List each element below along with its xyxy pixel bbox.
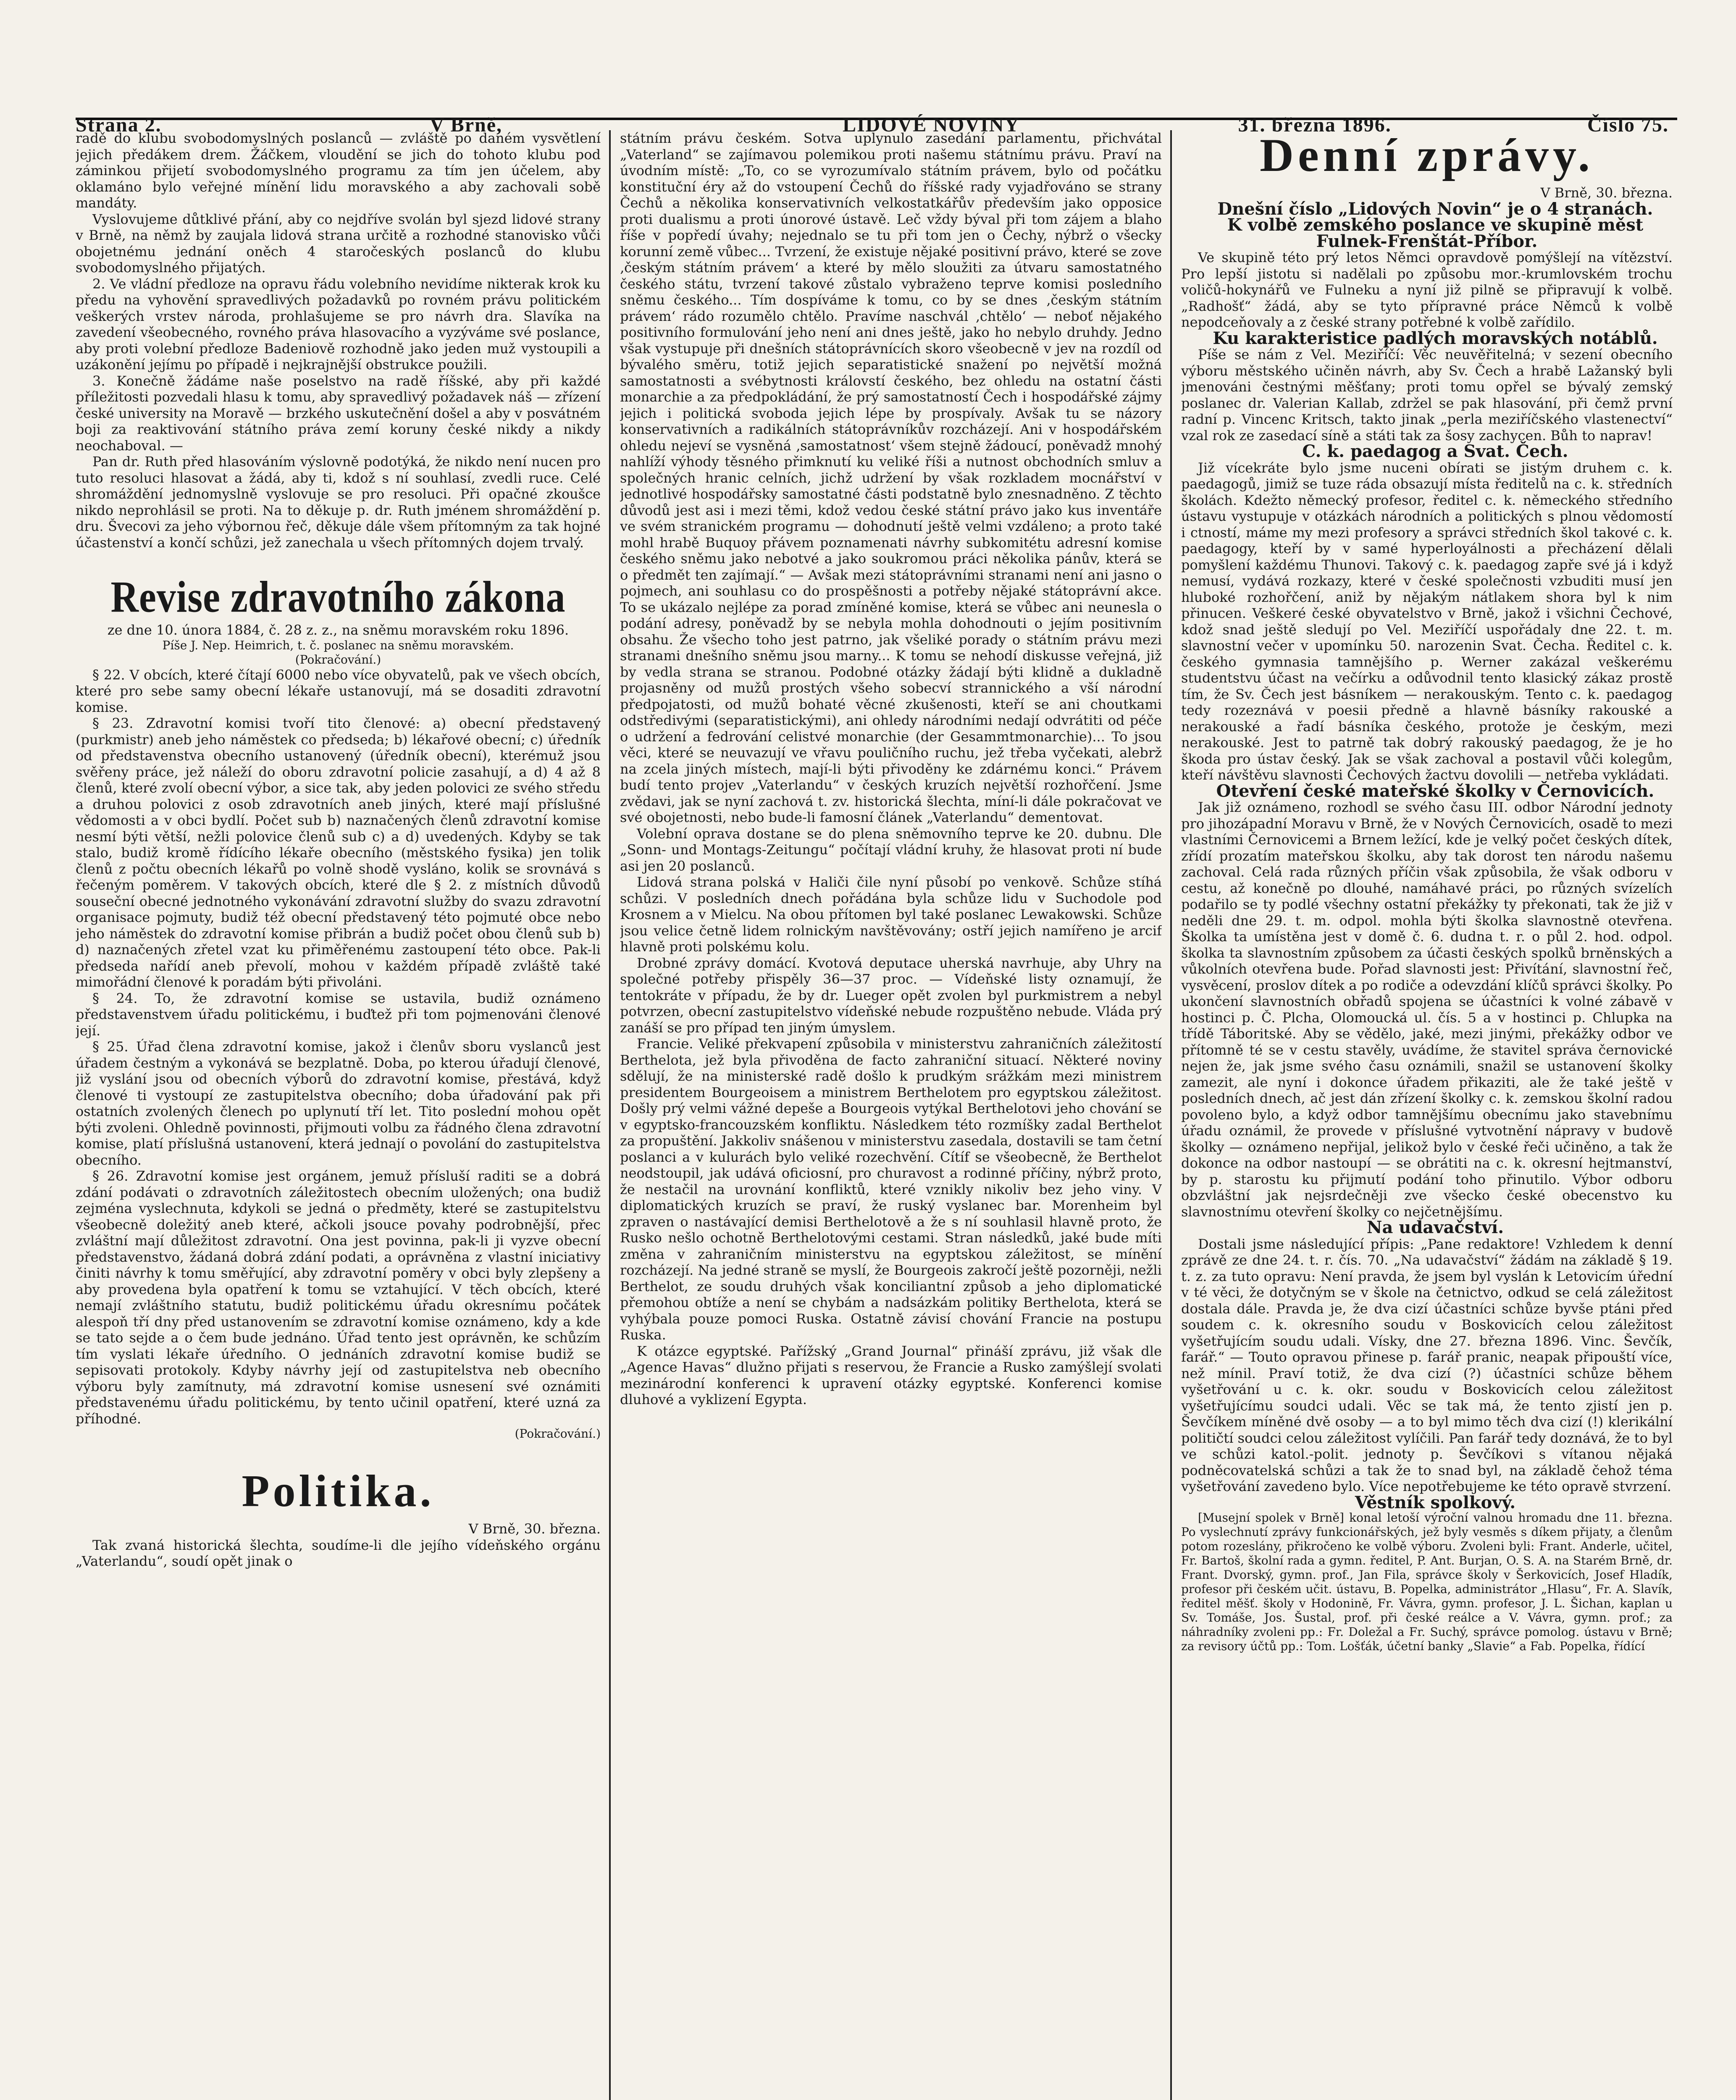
paragraph: Vyslovujeme důtklivé přání, aby co nejdříve svolán byl sjezd lidové strany v Brně, na němž by zaujala lidová strana určitě a rozhodné stanovisko vůči obojetnému jednání oněch 4 staročeských poslanců do klubu svobodomyslného přijatých.	[76, 211, 601, 276]
column-2	[620, 130, 1162, 2100]
paragraph: Ve skupině této prý letos Němci opravdově pomýšlejí na vítězství. Pro lepší jistotu si nadělali po způsobu mor.-krumlovském trochu voličů-hokynářů ve Fulneku a nyní již pilně se připravují k volbě. „Radhošť“ žádá, aby se tyto přípravné práce Němců k volbě nepodceňovaly a z české strany potřebné k volbě zařídilo.	[1181, 249, 1673, 330]
article-subtitle: ze dne 10. února 1884, č. 28 z. z., na sněmu moravském roku 1896.	[107, 622, 569, 638]
paragraph: § 24. To, že zdravotní komise se ustavila, budiž oznámeno představenstvem úřadu politickému, i buďtež při tom pojmenováni členové její.	[76, 990, 601, 1039]
paragraph: § 22. V obcích, které čítají 6000 nebo více obyvatelů, pak ve všech obcích, které pro sebe samy obecní lékaře ustanovují, má se dosaditi zdravotní komise.	[76, 667, 601, 715]
paragraph: Volební oprava dostane se do plena sněmovního teprve ke 20. dubnu. Dle „Sonn- und Montags-Zeitungu“ počítají vládní kruhy, že hlasovat proti ní bude asi jen 20 poslanců.	[620, 825, 1162, 874]
column-3	[1181, 130, 1673, 2100]
paragraph: Lidová strana polská v Haliči čile nyní působí po venkově. Schůze stíhá schůzi. V posledních dnech pořádána byla schůze lidu v Suchodole pod Krosnem a v Mielcu. Na obou přítomen byl také poslanec Lewakowski. Schůze jsou velice četně lidem rolnickým navštěvovány; ostří jejich namířeno je arcif hlavně proti polskému kolu.	[620, 874, 1162, 955]
paragraph: Již vícekráte bylo jsme nuceni obírati se jistým druhem c. k. paedagogů, jimiž se tuze ráda obsazují místa ředitelů na c. k. středních školách. Kdežto německý profesor, ředitel c. k. německého středního ústavu vystupuje v otázkách národních a politických s plnou vědomostí i ctností, máme my mezi profesory a správci středních škol takové c. k. paedagogy, kteří by v samé hyperloyálnosti a přecházení dělali pomyšlení každému Thunovi. Takový c. k. paedagog zapře své já i když nemusí, vydává rozkazy, které v české společnosti vzbuditi musí jen hluboké rozhořčení, aniž by nějakým nátlakem shora byl k nim přinucen. Veškeré české obyvatelstvo v Brně, jakož i všichni Čechové, kdož snad ještě sledují po Vel. Meziříčí uspořádaly dne 22. t. m. slavnostní večer v upomínku 50. narozenin Svat. Čecha. Ředitel c. k. českého gymnasia tamnějšího p. Werner zakázal veškerému studentstvu účast na večírku a odůvodnil tento klasický zákaz prostě tím, že Sv. Čech jest básníkem — nerakouským. Tento c. k. paedagog tedy rozeznává v poesii předně a hlavně básníky rakouské a nerakouské a řadí básníka českého, protože je českým, mezi nerakouské. Jest to patrně tak dobrý rakouský paedagog, že je ho škoda pro ústav český. Jak se však zachoval a postavil vůči kolegům, kteří návštěvu slavnosti Čechových žactvu dovolili — netřeba vykládati.	[1181, 459, 1673, 783]
paragraph: K otázce egyptské. Pařížský „Grand Journal“ přináší zprávu, již však dle „Agence Havas“ dlužno přijati s reservou, že Francie a Rusko zamýšlejí svolati mezinárodní konferenci k upravení otázky egyptské. Konferenci komise dluhové a vyklizení Egypta.	[620, 1343, 1162, 1407]
article-author: Píše J. Nep. Heimrich, t. č. poslanec na sněmu moravském.	[162, 638, 514, 652]
continuation-note: (Pokračování.)	[295, 652, 381, 667]
column-rule	[1170, 130, 1172, 2100]
paragraph: Jak již oznámeno, rozhodl se svého času III. odbor Národní jednoty pro jihozápadní Moravu v Brně, že v Nových Černovicích, osadě to mezi vlastními Černovicemi a Brnem ležící, kde je velký počet českých dítek, zřídí prozatím mateřskou školku, aby tak dorost ten národu našemu zachoval. Celá rada různých příčin však způsobila, že však odboru v cestu, až konečně po dlouhé, namáhavé práci, po různých svízelích podařilo se ty podlé všechny ostatní překážky ty překonati, tak že již v neděli dne 29. t. m. odpol. mohla býti školka slavnostně otevřena. Školka ta umístěna jest v domě č. 6. dudna t. r. o půl 2. hod. odpol. školka ta slavnostním způsobem za účasti českých spolků brněnských a vůkolních otevřena bude. Pořad slavnosti jest: Přivítání, slavnostní řeč, vysvěcení, proslov dítek a po rodiče a odevzdání klíčů správci školky. Po ukončení slavnostních obřadů spojena se účastníci k volné zábavě v hostinci p. Č. Plcha, Olomoucká ul. čís. 5 a v hostinci p. Chlupka na třídě Táboritské. Aby se vědělo, jaké, mezi jinými, překážky odbor ve přítomně té se v cestu stavěly, uvádíme, že stavitel správa černovické nejen že, jak jsme svého času oznámili, snažil se ustanovení školky zamezit, ale nyní i dokonce úřadem přikaziti, ale že také ještě v posledních dnech, ač jest dán zřízení školky c. k. zemskou školní radou povoleno bylo, a když odbor tamnějšímu obecnímu jako stavebnímu úřadu oznámil, že provede v příslušné vytvotnění nápravy v budově školky — oznámeno nepřijal, jelikož bylo v české řeči učiněno, a tak že dokonce na odbor nastoupí — se obrátiti na c. k. okresní hejtmanství, by p. starostu ku přijmutí podání toho přinutilo. Výbor odboru obzvláštní jak nejsrdečněji zve všecko české obecenstvo ku slavnostnímu otevření školky co nejčetnějšímu.	[1181, 799, 1673, 1220]
page-header	[76, 25, 1677, 136]
paragraph: Píše se nám z Vel. Meziříčí: Věc neuvěřitelná; v sezení obecního výboru městského učiněn návrh, aby Sv. Čech a hrabě Lažanský byli jmenováni čestnými měšťany; proti tomu opřel se bývalý zemský poslanec dr. Valerian Kallab, zdržel se pak hlasování, při čemž první radní p. Vincenc Kritsch, takto jinak „perla meziříčského vlastenectví“ vzal rok ze zasedací síně a státi tak za šosy zachycen. Bůh to naprav!	[1181, 346, 1673, 444]
issue-note: Dnešní číslo „Lidových Novin“ je o 4 stranách.	[1217, 199, 1653, 219]
issue-number: Číslo 75.	[1587, 114, 1669, 136]
dateline: V Brně, 30. března.	[468, 1521, 601, 1537]
column-1	[76, 130, 601, 2100]
masthead-title: LIDOVÉ NOVINY	[842, 114, 1020, 136]
paragraph: státním právu českém. Sotva uplynulo zasedání parlamentu, přichvátal „Vaterland“ se zajímavou polemikou proti našemu státnímu právu. Praví na úvodním místě: „To, co se vyrozumívalo státním právem, bylo od počátku konstituční éry až do vstoupení Čechů do říšské rady vyjadřováno se strany Čechů a několika konservativních velkostatkářův především jako opposice proti dualismu a proti únorové ústavě. Leč vždy býval při tom zájem a blaho říše v popředí úvahy; nejednalo se tu při tom jen o Čechy, nýbrž o všecky korunní země vůbec... Tvrzení, že existuje nějaké positivní právo, které se zove ‚českým státním právem‘ a které by mělo sloužiti za útvaru samostatného českého státu, tvrzení takové zůstalo vybraženo teprve komisi posledního sněmu českého... Tím dospíváme k tomu, co by se dnes ‚českým státním právem‘ rádo rozumělo chtělo. Pravíme naschvál ‚chtělo‘ — neboť nějakého positivního formulování jeho není ani dnes ještě, jako ho nebylo druhdy. Jedno však vystupuje při dnešních státoprávnících skoro všeobecně v jev na rozdíl od bývalého směru, totiž jejich separatistické snažení po největší možná samostatnosti a svébytnosti královstí českého, bez ohledu na ostatní části monarchie a za předpokládání, že prý samostatností Čech i hospodářské zájmy jejich i politická svoboda jejich lépe by prospívaly. Avšak tu se názory konservativních a radikálních státoprávníkův rozcházejí. Ani v hospodářském ohledu nejeví se vysněná ‚samostatnost‘ všem stejně žádoucí, poněvadž mnohý nahlíží výhody těsného přimknutí ku veliké říši a nutnost obchodních smluv a společných hranic celních, jichž udržení by však rozkladem mocnářství v jednotlivé hospodářsky samostatné části podstatně bylo znesnadněno. Z těchto důvodů jest asi i mezi těmi, kdož vedou české státní právo jako kus inventáře ve svém stranickém programu — dohodnutí ještě velmi vzdáleno; a proto také mohl hrabě Buquoy přávem poznamenati návrhy subkomitétu adresní komise českého sněmu jako nebotvé a jako soukromou práci několika pánův, která se o předmět ten zajímají.“ — Avšak mezi státoprávními stranami není ani jasno o pojmech, ani souhlasu co do prospěšnosti a potřeby nějaké státoprávní akce. To se ukázalo nejlépe za porad zmíněné komise, která se vůbec ani neunesla o podání adresy, poněvadž by se nebyla mohla dohodnouti o jejím positivním obsahu. Že všecho toho jest patrno, jak všeliké porady o státním právu mezi stranami dnešního sněmu jsou marny... K tomu se nehodí diskusse veřejná, již by vedla strana se stranou. Podobné otázky žádají býti klidně a dukladně projasněny od mužů prostých všeho sobecví strannického a vší národní předpojatosti, od mužů bohaté věcné zkušenosti, kteří se ani choutkami odstředivými (separatistickými), ani ohledy národními nedají odvrátiti od péče o udržení a fedrování celistvé monarchie (der Gesammtmonarchie)... To jsou věci, které se neuvazují ve vřavu pouličního ruchu, jež třeba vyčekati, alebrž na zcela jiných místech, mají-li býti přivoděny ke zdárnému konci.“ Právem budí tento projev „Vaterlandu“ v českých kruzích největší rozhořčení. Jsme zvědavi, jak se nyní zachová t. zv. historická šlechta, míní-li dále pokračovat ve své obojetnosti, nebo bude-li famosní článek „Vaterlandu“ dementovat.	[620, 130, 1162, 825]
continuation-note: (Pokračování.)	[515, 1427, 601, 1441]
columns	[76, 130, 1677, 2100]
page-label: Strana 2.	[76, 114, 162, 136]
paragraph: Tak zvaná historická šlechta, soudíme-li dle jejího vídeňského orgánu „Vaterlandu“, soudí opět jinak o	[76, 1537, 601, 1569]
paragraph: Drobné zprávy domácí. Kvotová deputace uherská navrhuje, aby Uhry na společné potřeby přispěly 36—37 proc. — Vídeňské listy oznamují, že tentokráte v případu, že by dr. Lueger opět zvolen byl purkmistrem a nebyl potvrzen, obecní zastupitelstvo vídeňské nebude rozpuštěno nebude. Vláda prý zanáší se pro případ ten jiným úmyslem.	[620, 955, 1162, 1036]
paragraph: radě do klubu svobodomyslných poslanců — zvláště po daném vysvětlení jejich předákem drem. Žáčkem, vloudění se jich do tohoto klubu pod záminkou přijetí svobodomyslného programu za tím jen účelem, aby oklamáno bylo veřejné mínění lidu moravského a aby zachovali sobě mandáty.	[76, 130, 601, 211]
paragraph: Pan dr. Ruth před hlasováním výslovně podotýká, že nikdo není nucen pro tuto resoluci hlasovat a žádá, aby ti, kdož s ní souhlasí, zvedli ruce. Celé shromáždění jednomyslně vyslovuje se pro resoluci. Při opačné zkoušce nikdo neprohlásil se proti. Na to děkuje p. dr. Ruth jménem shromáždění p. dru. Švecovi za jeho výbornou řeč, děkuje dále všem přítomným za tak hojné účastenství a končí schůzi, jež zanechala u všech přítomných dojem trvalý.	[76, 454, 601, 551]
article-title-revise: Revise zdravotního zákona	[110, 572, 566, 622]
paragraph: § 25. Úřad člena zdravotní komise, jakož i členův sboru vyslanců jest úřadem čestným a vykonává se bezplatně. Doba, po kterou úřadují členové, již vyslání jsou od obecních výborů do zdravotní komise, přestává, když členové ti vystoupí ze zastupitelstva obecního; doba úřadování pak při ostatních zvolených členech po uplynutí tří let. Tito poslední mohou opět býti zvoleni. Ohledně povinnosti, přijmouti volbu za řádného člena zdravotní komise, platí příslušná ustanovení, která jednají o povolání do zastupitelstva obecního.	[76, 1039, 601, 1168]
paragraph: Dostali jsme následující přípis: „Pane redaktore! Vzhledem k denní zprávě ze dne 24. t. r. čís. 70. „Na udavačství“ žádám na základě § 19. t. z. za tuto opravu: Není pravda, že jsem byl vyslán k Letovicím úřední v té věci, že dotyčným se v škole na četnictvo, odkud se celá záležitost dostala dále. Pravda je, že dva cizí účastníci schůze byvše ptáni před soudem c. k. okresního soudu v Boskovicích celou záležitost vyšetřujícím soudu udali. Vísky, dne 27. března 1896. Vinc. Ševčík, farář.“ — Touto opravou přinese p. farář pranic, neapak připouští více, než mínil. Praví totiž, že dva cizí (?) účastníci schůze během vyšetřování u c. k. okr. soudu v Boskovicích celou záležitost vyšetřujícímu soudci udali. Věc se tak má, že tento zjistí jen p. Ševčíkem míněné dvě osoby — a to byl mimo těch dva cizí (!) klerikální političtí soudci celou záležitost vylíčili. Pan farář tedy doznává, že to byl ve schůzi katol.-polit. jednoty p. Ševčíkovi s vítanou nějaká podněcovatelská schůzi a tak že to snad byl, na základě čehož téma vyšetřování zavedeno bylo. Více nepotřebujeme ke této opravě stvrzení.	[1181, 1236, 1673, 1494]
news-heading: Ku karakteristice padlých moravských notáblů.	[1213, 328, 1658, 348]
paragraph: § 23. Zdravotní komisi tvoří tito členové: a) obecní představený (purkmistr) aneb jeho náměstek co předseda; b) lékařové obecní; c) úředník od představenstva obecního ustanovený (úředník obecní), kterémuž jsou svěřeny práce, jež náleží do oboru zdravotní policie zasahují, a d) 4 až 8 členů, které zvolí obecní výbor, a sice tak, aby jeden polovici ze svého středu a druhou polovici z osob zdravotních aneb jiných, které mají příslušné vědomosti a v obci bydlí. Počet sub b) naznačených členů zdravotní komise nesmí býti větší, nežli polovice členů sub c) a d) uvedených. Kdyby se tak stalo, budiž kromě řídícího lékaře obecního (městského fysika) jen tolik členů z počtu obecních lékařů po volně shodě vysláno, kolik se srovnává s řečeným poměrem. V takových obcích, které dle § 2. z místních důvodů souseční obecné jednotného vykonávání zdravotní služby do svazu zdravotní organisace pojmuty, budiž též obecní představený této pojmuté obce nebo jeho náměstek do zdravotní komise přibrán a budiž počet obou členů sub b) d) naznačených zřetel vzat ku přiměřenému zastoupení této obce. Pak-li předseda nařídí aneb převolí, mohou v každém případě zvláště také mimořádní členové k poradám býti přivoláni.	[76, 715, 601, 990]
paragraph: Francie. Veliké překvapení způsobila v ministerstvu zahraničních záležitostí Berthelota, jež byla přivoděna de facto zahraniční situací. Některé noviny sdělují, že na ministerské radě došlo k prudkým srážkám mezi ministrem presidentem Bourgeoisem a ministrem Berthelotem pro egyptskou záležitost. Došly prý velmi vážné depeše a Bourgeois vytýkal Berthelotovi jeho chování se v egyptsko-francouzském konfliktu. Následkem této rozmíšky zadal Berthelot za propuštění. Jakkoliv snášenou v ministerstvu zasedala, dostavili se tam četní poslanci a v kulurách bylo veliké rozechvění. Cítíf se všeobecně, že Berthelot neodstoupil, jak udává oficiosní, pro churavost a rodinné příčiny, nýbrž proto, že nestačil na urovnání konfliktů, které vznikly nikoliv bez jeho viny. V diplomatických kruzích se praví, že ruský vyslanec bar. Morenheim byl zpraven o nastávající demisi Berthelotově a že s ní souhlasil hlavně proto, že Rusko nešlo ochotně Berthelotovými cestami. Stran následků, jaké bude míti změna v zahraničním ministerstvu na egyptskou záležitost, se mínění rozcházejí. Na jedné straně se myslí, že Bourgeois zakročí ještě pozorněji, nežli Berthelot, ze soudu druhých však konciliantní způsob a jeho diplomatické přemohou obtíže a není se chybám a nadsázkám politiky Berthelota, která se vyhýbala pouze pomoci Ruska. Ostatně závisí chování Francie na postupu Ruska.	[620, 1036, 1162, 1343]
paragraph: 2. Ve vládní předloze na opravu řádu volebního nevidíme nikterak krok ku předu na vyhovění spravedlivých požadavků po rovném právu politickém veškerých vrstev národa, prohlašujeme se pro návrh dra. Slavíka na zavedení všeobecného, rovného práva hlasovacího a vyzýváme své poslance, aby proti volební předloze Badeniově rozhodně jako jeden muž vystoupili a uzákonění jejímu po případě i nejkrajnější obstrukce použili.	[76, 276, 601, 373]
news-heading: Věstník spolkový.	[1355, 1492, 1516, 1512]
news-heading: Otevření české mateřské školky v Černovicích.	[1216, 781, 1655, 801]
column-rule	[609, 130, 611, 2100]
header-city: V Brně,	[429, 114, 502, 136]
section-title-denni-zpravy: Denní zprávy.	[1260, 130, 1594, 181]
section-title-politika: Politika.	[242, 1466, 435, 1516]
news-heading: C. k. paedagog a Svat. Čech.	[1302, 441, 1568, 461]
dateline: V Brně, 30. března.	[1540, 185, 1673, 201]
news-heading: Na udavačství.	[1366, 1218, 1504, 1237]
news-heading: K volbě zemského poslance ve skupině měst Fulnek-Frenštát-Příbor.	[1227, 215, 1644, 251]
paragraph: § 26. Zdravotní komise jest orgánem, jemuž přísluší raditi se a dobrá zdání podávati o zdravotních záležitostech obecním uložených; ona budiž zejména vyslechnuta, kdykoli se jedná o předměty, které se zastupitelstvu všeobecně doležitý aneb které, ačkoli jsouce povahy podrobnější, přec zvláštní mají důležitost zdravotní. Ona jest povinna, pak-li ji vyzve obecní představenstvo, žádaná dobrá zdání podati, a oprávněna z vlastní iniciativy činiti návrhy k tomu směřující, aby zdravotní poměry v obci byly zlepšeny a aby provedena byla opatření k tomu se vztahující. V těch obcích, které nemají zvláštního statutu, budiž politickému úřadu okresnímu počátek alespoň tří dny před ustanovením se zdravotní komise oznámeno, kdy a kde se tato sejde a o čem bude jednáno. Úřad tento jest oprávněn, ke schůzím tím vyslati lékaře úředního. O jednáních zdravotní komise budiž se sepisovati protokoly. Kdyby návrhy její od zastupitelstva neb obecního výboru byly zamítnuty, má zdravotní komise usnesení své oznámiti představenému úřadu politickému, by tento učinil opatření, které uzná za příhodné.	[76, 1168, 601, 1427]
paragraph: 3. Konečně žádáme naše poselstvo na radě říšské, aby při každé příležitosti pozvedali hlasu k tomu, aby spravedlivý požadavek náš — zřízení české university na Moravě — brzkého uskutečnění došel a aby v posvátném boji za reaktivování státního práva zemí koruny české nikdy a nikdy neochaboval. —	[76, 373, 601, 454]
header-date: 31. března 1896.	[1238, 114, 1392, 136]
paragraph: [Musejní spolek v Brně] konal letoší výroční valnou hromadu dne 11. března. Po vyslechnutí zprávy funkcionářských, jež byly vesměs s díkem přijaty, a členům potom rozeslány, přikročeno ke volbě výboru. Zvoleni byli: Frant. Anderle, učitel, Fr. Bartoš, školní rada a gymn. ředitel, P. Ant. Burjan, O. S. A. na Starém Brně, dr. Frant. Dvorský, gymn. prof., Jan Fila, správce školy v Šerkovicích, Josef Hladík, profesor při českém učit. ústavu, B. Popelka, administrátor „Hlasu“, Fr. A. Slavík, ředitel měšť. školy v Hodonině, Fr. Vávra, gymn. profesor, J. L. Šichan, kaplan u Sv. Tomáše, Jos. Šustal, prof. při české reálce a V. Vávra, gymn. prof.; za náhradníky zvoleni pp.: Fr. Doležal a Fr. Suchý, správce pomolog. ústavu v Brně; za revisory účtů pp.: Tom. Lošťák, účetní banky „Slavie“ a Fab. Popelka, řídící	[1181, 1511, 1673, 1653]
